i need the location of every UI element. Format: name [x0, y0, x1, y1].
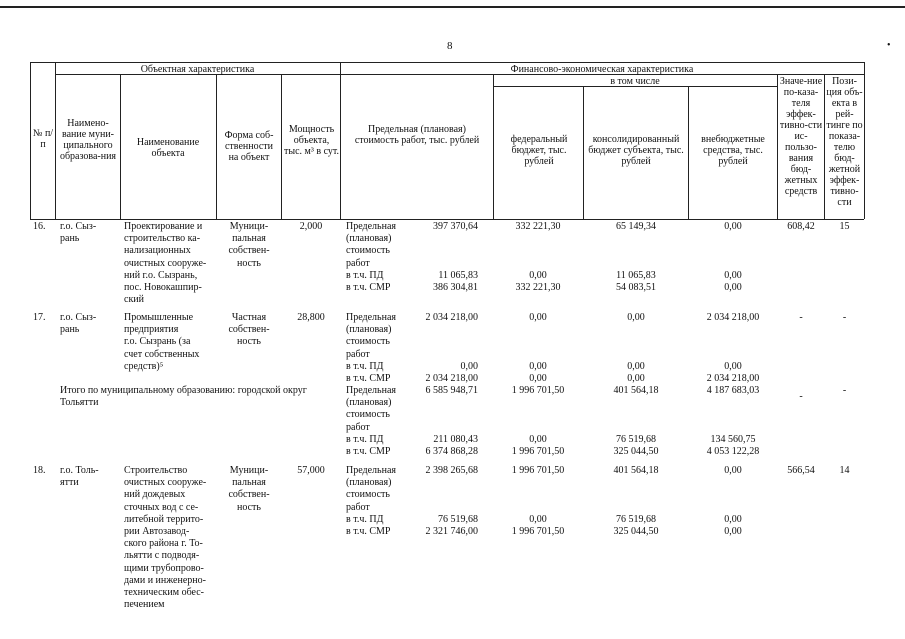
- object-name: литебной террито-: [124, 513, 204, 525]
- federal-budget-value: 1 996 701,50: [511, 526, 565, 537]
- subtotal-label: Тольятти: [60, 397, 99, 409]
- consolidated-budget-value: 401 564,18: [613, 385, 659, 396]
- cost-value: 6 585 948,71: [425, 385, 478, 396]
- rule: [824, 74, 825, 219]
- ownership-form: Муници-: [229, 221, 269, 232]
- rank-value: -: [842, 385, 847, 396]
- cost-label: (плановая): [346, 324, 392, 336]
- object-name: счет собственных: [124, 348, 200, 360]
- federal-budget-value: 1 996 701,50: [511, 446, 565, 457]
- cost-label: работ: [346, 348, 370, 360]
- efficiency-value: -: [799, 391, 803, 402]
- cost-value: 2 034 218,00: [425, 373, 478, 384]
- ownership-form: пальная: [232, 477, 266, 489]
- consolidated-budget-value: 325 044,50: [613, 446, 659, 457]
- extrabudget-value: 0,00: [724, 465, 742, 476]
- object-name: ского района г. То-: [124, 538, 203, 550]
- extrabudget-value: 2 034 218,00: [706, 312, 760, 323]
- capacity-value: 57,000: [297, 465, 325, 476]
- consolidated-budget-value: 65 149,34: [616, 221, 656, 232]
- efficiency-value: -: [799, 312, 803, 323]
- federal-budget-value: 1 996 701,50: [511, 465, 565, 476]
- consolidated-budget-value: 325 044,50: [613, 526, 659, 537]
- object-name: строительство ка-: [124, 233, 201, 245]
- rule: [120, 74, 121, 219]
- federal-budget-value: 332 221,30: [515, 221, 561, 232]
- object-name: щими трубопрово-: [124, 562, 204, 574]
- consolidated-budget-value: 76 519,68: [616, 433, 656, 445]
- object-name: пос. Новокашпир-: [124, 282, 202, 293]
- cost-value: 2 321 746,00: [425, 526, 478, 537]
- municipality-name: рань: [60, 233, 80, 245]
- object-name: Строительство: [124, 465, 188, 476]
- extrabudget-value: 0,00: [724, 513, 742, 525]
- object-name: льятти с подводя-: [124, 550, 200, 562]
- rule: [340, 62, 341, 219]
- cost-label: Предельная: [346, 465, 396, 476]
- cost-value: 11 065,83: [438, 269, 478, 281]
- ownership-form: собствен-: [228, 324, 270, 336]
- object-name: Промышленные: [124, 312, 194, 323]
- efficiency-value: 566,54: [787, 465, 815, 476]
- cost-label: Предельная: [346, 221, 396, 232]
- federal-budget-value: 0,00: [529, 433, 547, 445]
- cost-label: в т.ч. СМР: [346, 282, 391, 293]
- object-name: предприятия: [124, 324, 179, 336]
- rank-value: 14: [839, 465, 850, 476]
- col-efficiency-header: Значе-ние по-каза-теля эффек-тивно-сти ис-пользо-вания бюд-жетных средств: [779, 76, 823, 197]
- cost-label: в т.ч. ПД: [346, 269, 384, 281]
- consolidated-budget-value: 0,00: [627, 312, 645, 323]
- object-name: г.о. Сызрань (за: [124, 336, 191, 348]
- cost-label: в т.ч. ПД: [346, 433, 384, 445]
- ownership-form: Частная: [231, 312, 267, 323]
- cost-label: работ: [346, 501, 370, 513]
- extrabudget-value: 4 053 122,28: [706, 446, 760, 457]
- group-finance-header: Финансово-экономическая характеристика: [510, 64, 694, 75]
- extrabudget-value: 134 560,75: [710, 433, 756, 445]
- cost-value: 397 370,64: [433, 221, 478, 232]
- federal-budget-value: 1 996 701,50: [511, 385, 565, 396]
- object-name: очистных сооруже-: [124, 477, 207, 489]
- federal-budget-value: 0,00: [529, 312, 547, 323]
- cost-value: 76 519,68: [438, 513, 478, 525]
- ownership-form: ность: [237, 336, 261, 348]
- col-object-header: Наименование объекта: [136, 137, 200, 159]
- cost-value: 6 374 868,28: [425, 446, 478, 457]
- group-object-header: Объектная характеристика: [140, 64, 255, 75]
- col-rank-header: Пози-ция объ-екта в рей-тинге по показа-телю бюд-жетной эффек-тивно-сти: [826, 76, 863, 208]
- municipality-name: рань: [60, 324, 80, 336]
- extrabudget-value: 0,00: [724, 526, 742, 537]
- scan-speck: •: [887, 40, 891, 51]
- object-name: средств)⁵: [124, 360, 164, 372]
- rule: [30, 62, 31, 219]
- rule: [30, 219, 864, 220]
- col-capacity-header: Мощность объекта, тыс. м³ в сут.: [284, 124, 339, 157]
- col-limit-header: Предельная (плановая) стоимость работ, тыс. рублей: [354, 124, 480, 146]
- object-name: ский: [124, 294, 144, 306]
- ownership-form: пальная: [232, 233, 266, 245]
- municipality-name: ятти: [60, 477, 79, 489]
- cost-label: в т.ч. ПД: [346, 513, 384, 525]
- rule: [864, 62, 865, 219]
- page-top-rule: [0, 6, 905, 8]
- cost-label: Предельная: [346, 385, 396, 396]
- federal-budget-value: 332 221,30: [515, 282, 561, 293]
- rank-value: -: [842, 312, 847, 323]
- page-number: 8: [447, 40, 453, 52]
- object-name: очистных сооруже-: [124, 257, 207, 269]
- object-name: дами и инженерно-: [124, 574, 206, 586]
- cost-value: 2 398 265,68: [425, 465, 478, 476]
- federal-budget-value: 0,00: [529, 269, 547, 281]
- col-num-header: № п/п: [32, 128, 54, 150]
- rule: [583, 86, 584, 219]
- extrabudget-value: 4 187 683,03: [706, 385, 760, 396]
- object-name: сточных вод с се-: [124, 501, 199, 513]
- extrabudget-value: 0,00: [724, 360, 742, 372]
- consolidated-budget-value: 54 083,51: [616, 282, 656, 293]
- cost-label: в т.ч. СМР: [346, 446, 391, 457]
- cost-label: в т.ч. СМР: [346, 526, 391, 537]
- consolidated-budget-value: 401 564,18: [613, 465, 659, 476]
- rule: [777, 74, 778, 219]
- ownership-form: собствен-: [228, 489, 270, 501]
- object-name: нализационных: [124, 245, 191, 257]
- extrabudget-value: 0,00: [724, 282, 742, 293]
- rule: [281, 74, 282, 219]
- ownership-form: ность: [237, 501, 261, 513]
- rule: [216, 74, 217, 219]
- object-name: ний г.о. Сызрань,: [124, 269, 198, 281]
- cost-value: 211 080,43: [433, 433, 478, 445]
- cost-label: (плановая): [346, 477, 392, 489]
- group-including-header: в том числе: [610, 76, 660, 87]
- municipality-name: г.о. Толь-: [60, 465, 99, 476]
- cost-value: 2 034 218,00: [425, 312, 478, 323]
- cost-label: стоимость: [346, 336, 390, 348]
- cost-label: работ: [346, 421, 370, 433]
- federal-budget-value: 0,00: [529, 373, 547, 384]
- cost-value: 0,00: [460, 360, 478, 372]
- extrabudget-value: 0,00: [724, 221, 742, 232]
- efficiency-value: 608,42: [787, 221, 815, 232]
- ownership-form: ность: [237, 257, 261, 269]
- col-ownership-header: Форма соб-ственности на объект: [224, 130, 274, 163]
- object-name: рии Автозавод-: [124, 526, 190, 537]
- col-extrabudget-header: внебюджетные средства, тыс. рублей: [701, 134, 765, 167]
- federal-budget-value: 0,00: [529, 360, 547, 372]
- row-number: 16.: [33, 221, 46, 232]
- ownership-form: Муници-: [229, 465, 269, 476]
- cost-label: стоимость: [346, 409, 390, 421]
- extrabudget-value: 0,00: [724, 269, 742, 281]
- extrabudget-value: 2 034 218,00: [706, 373, 760, 384]
- col-consolidated-header: консолидированный бюджет субъекта, тыс. рублей: [588, 134, 684, 167]
- cost-label: (плановая): [346, 233, 392, 245]
- object-name: Проектирование и: [124, 221, 203, 232]
- row-number: 17.: [33, 312, 46, 323]
- consolidated-budget-value: 0,00: [627, 360, 645, 372]
- consolidated-budget-value: 76 519,68: [616, 513, 656, 525]
- rule: [30, 62, 864, 63]
- rule: [688, 86, 689, 219]
- subtotal-label: Итого по муниципальному образованию: городской округ: [60, 385, 307, 396]
- rule: [55, 62, 56, 219]
- consolidated-budget-value: 11 065,83: [616, 269, 656, 281]
- rank-value: 15: [839, 221, 850, 232]
- cost-label: (плановая): [346, 397, 392, 409]
- capacity-value: 2,000: [299, 221, 323, 232]
- rule: [493, 74, 494, 219]
- cost-label: Предельная: [346, 312, 396, 323]
- cost-label: в т.ч. СМР: [346, 373, 391, 384]
- cost-value: 386 304,81: [433, 282, 478, 293]
- col-municipality-header: Наимено-вание муни-ципального образова-ния: [59, 118, 117, 162]
- municipality-name: г.о. Сыз-: [60, 221, 97, 232]
- ownership-form: собствен-: [228, 245, 270, 257]
- row-number: 18.: [33, 465, 46, 476]
- consolidated-budget-value: 0,00: [627, 373, 645, 384]
- object-name: печением: [124, 599, 165, 611]
- col-federal-header: федеральный бюджет, тыс. рублей: [510, 134, 568, 167]
- object-name: техническим обес-: [124, 587, 204, 598]
- cost-label: в т.ч. ПД: [346, 360, 384, 372]
- capacity-value: 28,800: [297, 312, 325, 323]
- cost-label: стоимость: [346, 489, 390, 501]
- object-name: ний дождевых: [124, 489, 186, 501]
- federal-budget-value: 0,00: [529, 513, 547, 525]
- municipality-name: г.о. Сыз-: [60, 312, 97, 323]
- cost-label: работ: [346, 257, 370, 269]
- cost-label: стоимость: [346, 245, 390, 257]
